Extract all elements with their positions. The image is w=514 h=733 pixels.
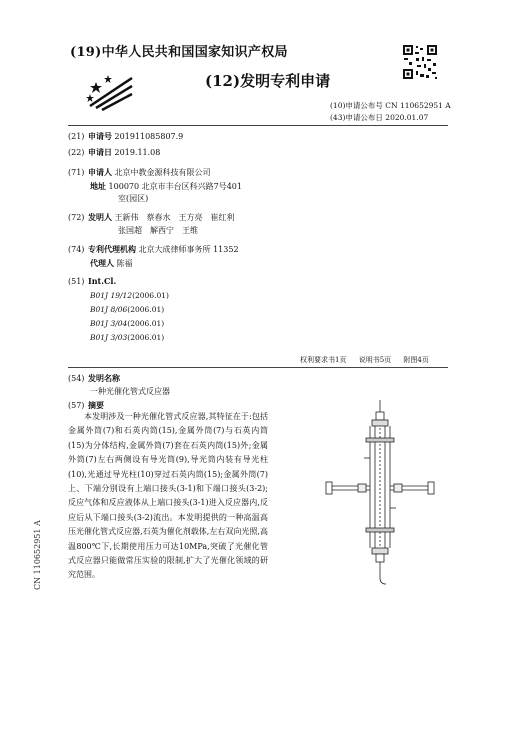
qr-code-icon bbox=[402, 44, 438, 80]
agency: 北京大成律师事务所 11352 bbox=[138, 245, 239, 254]
document-type: (12)发明专利申请 bbox=[205, 72, 331, 90]
reactor-drawing bbox=[320, 398, 440, 588]
ipc-code: B01J 8/06 bbox=[90, 305, 128, 314]
ipc-code: B01J 3/03 bbox=[90, 333, 128, 342]
agent-field bbox=[90, 257, 133, 270]
ipc-version: (2006.01) bbox=[127, 319, 165, 328]
intcl-code: (51) bbox=[68, 277, 85, 286]
ipc-entry bbox=[90, 304, 164, 316]
inventor-field bbox=[68, 211, 235, 224]
intcl-label: Int.Cl. bbox=[88, 276, 117, 286]
agent-label: 代理人 bbox=[90, 258, 114, 268]
side-publication-number: CN 110652951 A bbox=[33, 520, 42, 590]
page-count-summary bbox=[300, 355, 439, 365]
agent: 陈福 bbox=[116, 259, 133, 268]
title-heading bbox=[68, 372, 120, 385]
address-label: 地址 bbox=[90, 181, 106, 191]
abstract-code: (57) bbox=[68, 401, 85, 410]
address-line-1: 100070 北京市丰台区科兴路7号401 bbox=[108, 182, 242, 191]
title-code: (54) bbox=[68, 374, 85, 383]
applicant-field bbox=[68, 166, 211, 179]
cnipa-logo-icon bbox=[86, 72, 136, 112]
intcl-field bbox=[68, 275, 116, 288]
ipc-code: B01J 3/04 bbox=[90, 319, 128, 328]
publication-number-row bbox=[330, 100, 451, 111]
filing-date-code: (22) bbox=[68, 148, 85, 157]
ipc-code: B01J 19/12 bbox=[90, 291, 133, 300]
filing-date-label: 申请日 bbox=[88, 147, 112, 157]
office-name: (19)中华人民共和国国家知识产权局 bbox=[70, 45, 288, 60]
publication-number-label: (10)申请公布号 bbox=[330, 101, 383, 110]
inventors-line-1: 王新伟 蔡春水 王方亮 崔红利 bbox=[114, 213, 235, 222]
abstract-text: 本发明涉及一种光催化管式反应器,其特征在于:包括金属外筒(7)和石英内筒(15),金属外筒(7)与石英内筒(15)为分体结构,金属外筒(7)套在石英内筒(15)外;金属外筒(7)左右两侧设有导光筒(9),导光筒内装有导光柱(10),光通过导光柱(10)穿过石英内筒(15);金属外筒(7)上、下端分别设有上端口接头(3-1)和下端口接头(3-2);反应气体和反应液体从上端口接头(3-1)进入反应器内,反应后从下端口接头(3-2)流出。本发明提供的一种高温高压光催化管式反应器,石英为催化剂载体,左右双向光照,高温800℃下,长期使用压力可达10MPa,突破了光催化管式反应器只能做常压实验的限制,扩大了光催化领域的研究范围。 bbox=[68, 412, 268, 580]
inventor-code: (72) bbox=[68, 213, 85, 222]
ipc-entry bbox=[90, 332, 164, 344]
application-number-code: (21) bbox=[68, 132, 85, 141]
publication-date-row bbox=[330, 112, 428, 123]
address-line-2: 室(园区) bbox=[118, 194, 149, 203]
filing-date: 2019.11.08 bbox=[114, 148, 161, 157]
address-field bbox=[90, 180, 242, 193]
claims-pages: 权利要求书1页 bbox=[300, 356, 347, 364]
ipc-version: (2006.01) bbox=[127, 305, 165, 314]
abstract-label: 摘要 bbox=[88, 400, 104, 410]
publication-date-label: (43)申请公布日 bbox=[330, 113, 383, 122]
inventors-line-2: 张国超 解西宁 王维 bbox=[118, 226, 198, 235]
publication-date: 2020.01.07 bbox=[385, 113, 429, 122]
ipc-entry bbox=[90, 290, 169, 302]
agency-label: 专利代理机构 bbox=[88, 244, 136, 254]
ipc-version: (2006.01) bbox=[127, 333, 165, 342]
applicant-code: (71) bbox=[68, 168, 85, 177]
application-number: 201911085807.9 bbox=[114, 132, 184, 141]
applicant-label: 申请人 bbox=[88, 167, 112, 177]
inventor-label: 发明人 bbox=[88, 212, 112, 222]
filing-date-field bbox=[68, 146, 160, 159]
agency-field bbox=[68, 243, 239, 256]
section-divider bbox=[68, 367, 448, 368]
publication-number: CN 110652951 A bbox=[385, 101, 451, 110]
applicant: 北京中教金源科技有限公司 bbox=[114, 168, 211, 177]
invention-title: 一种光催化管式反应器 bbox=[90, 387, 170, 396]
figure-pages: 附图4页 bbox=[403, 356, 429, 364]
description-pages: 说明书5页 bbox=[358, 356, 392, 364]
header-divider bbox=[68, 125, 448, 126]
ipc-version: (2006.01) bbox=[132, 291, 169, 300]
application-number-field bbox=[68, 130, 183, 143]
title-label: 发明名称 bbox=[88, 373, 120, 383]
application-number-label: 申请号 bbox=[88, 131, 112, 141]
ipc-entry bbox=[90, 318, 164, 330]
agency-code: (74) bbox=[68, 245, 85, 254]
